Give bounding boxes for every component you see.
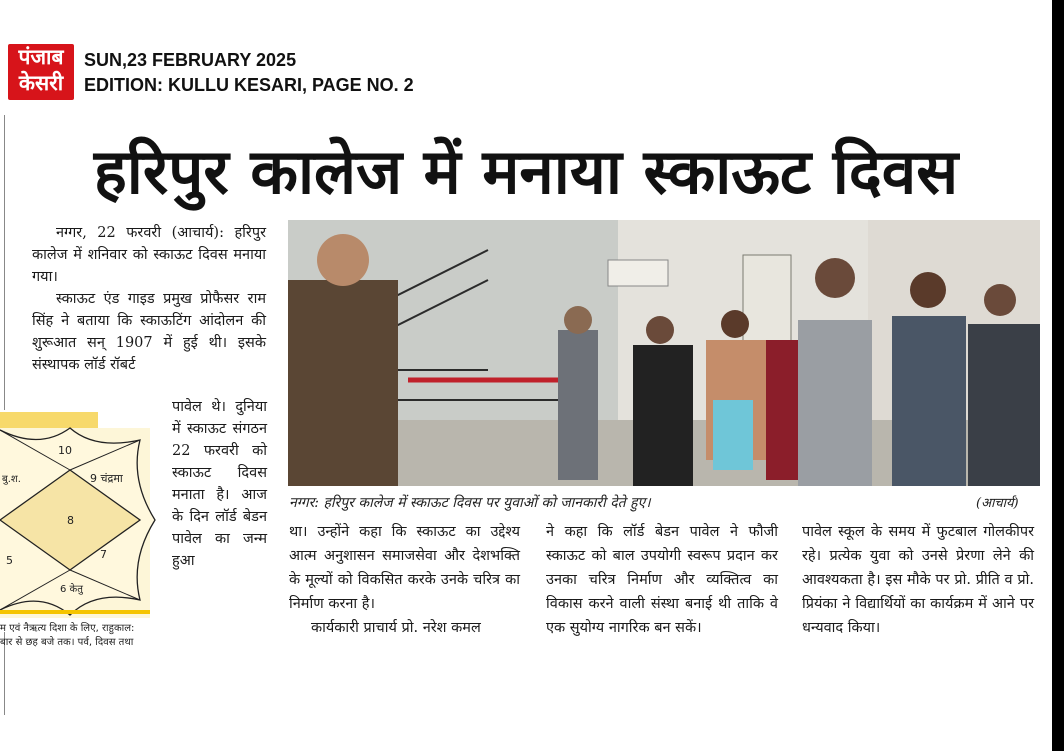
photo-caption: नग्गर: हरिपुर कालेज में स्काऊट दिवस पर युवाओं को जानकारी देते हुए। xyxy=(289,495,651,511)
chart-bottom-bar xyxy=(0,610,150,614)
house-6: 6 केतु xyxy=(60,584,83,595)
article-paragraph: नग्गर, 22 फरवरी (आचार्य): हरिपुर कालेज में शनिवार को स्काऊट दिवस मनाया गया। xyxy=(32,225,266,285)
article-column-2 xyxy=(289,520,520,640)
punjab-kesari-logo xyxy=(8,44,74,100)
article-column-1 xyxy=(32,222,266,376)
side-caption-line: बार से छह बजे तक। पर्व, दिवस तथा xyxy=(0,637,134,648)
article-column-4 xyxy=(802,520,1034,640)
article-paragraph: कार्यकारी प्राचार्य प्रो. नरेश कमल xyxy=(311,620,481,636)
edition-label: EDITION: KULLU KESARI, PAGE NO. 2 xyxy=(84,75,414,95)
right-border xyxy=(1052,0,1064,751)
side-caption-line: म एवं नैऋत्य दिशा के लिए, राहुकाल: xyxy=(0,623,135,634)
article-paragraph: स्काऊट एंड गाइड प्रमुख प्रोफैसर राम सिंह ने बताया कि स्काऊटिंग आंदोलन की शुरूआत सन् 1907 में हुई थी। इसके संस्थापक लॉर्ड रॉबर्ट xyxy=(32,291,266,373)
photo-credit: (आचार्य) xyxy=(976,496,1019,511)
chart-highlight xyxy=(0,412,98,428)
house-8: 8 xyxy=(67,514,74,527)
house-7: 7 xyxy=(100,548,107,561)
house-10: 10 xyxy=(58,444,72,457)
house-9: 9 चंद्रमा xyxy=(90,472,123,485)
article-headline: हरिपुर कालेज में मनाया स्काऊट दिवस xyxy=(93,135,959,208)
article-paragraph: पावेल स्कूल के समय में फुटबाल गोलकीपर रहे। प्रत्येक युवा को उनसे प्रेरणा लेने की आवश्यकता है। इस मौके पर प्रो. प्रीति व प्रो. प्रियंका ने विद्यार्थियों का कार्यक्रम में आने पर धन्यवाद किया। xyxy=(802,524,1034,636)
article-paragraph: पावेल थे। दुनिया में स्काऊट संगठन 22 फरवरी को स्काऊट दिवस मनाता है। आज के दिन लॉर्ड बेडन पावेल का जन्म हुआ xyxy=(172,399,267,569)
logo-line2: केसरी xyxy=(18,71,64,95)
article-column-1-narrow xyxy=(172,396,267,572)
horoscope-chart-clip xyxy=(0,410,162,632)
side-clip-caption xyxy=(0,622,162,650)
edition-info xyxy=(84,48,414,98)
publication-date: SUN,23 FEBRUARY 2025 xyxy=(84,50,297,70)
house-left: बु.श. xyxy=(2,474,21,485)
logo-line1: पंजाब xyxy=(18,45,64,69)
article-paragraph: ने कहा कि लॉर्ड बेडन पावेल ने फौजी स्काऊट को बाल उपयोगी स्वरूप प्रदान कर उनका चरित्र निर्माण और व्यक्तित्व का विकास करने वाली संस्था बनाई थी ताकि वे एक सुयोग्य नागरिक बन सकें। xyxy=(546,524,778,636)
article-paragraph: था। उन्होंने कहा कि स्काऊट का उद्देश्य आत्म अनुशासन समाजसेवा और देशभक्ति के मूल्यों को विकसित करके उनके चरित्र का निर्माण करना है। xyxy=(289,524,520,612)
article-column-3 xyxy=(546,520,778,640)
house-5: 5 xyxy=(6,554,13,567)
scout-day-photo xyxy=(288,220,1040,486)
